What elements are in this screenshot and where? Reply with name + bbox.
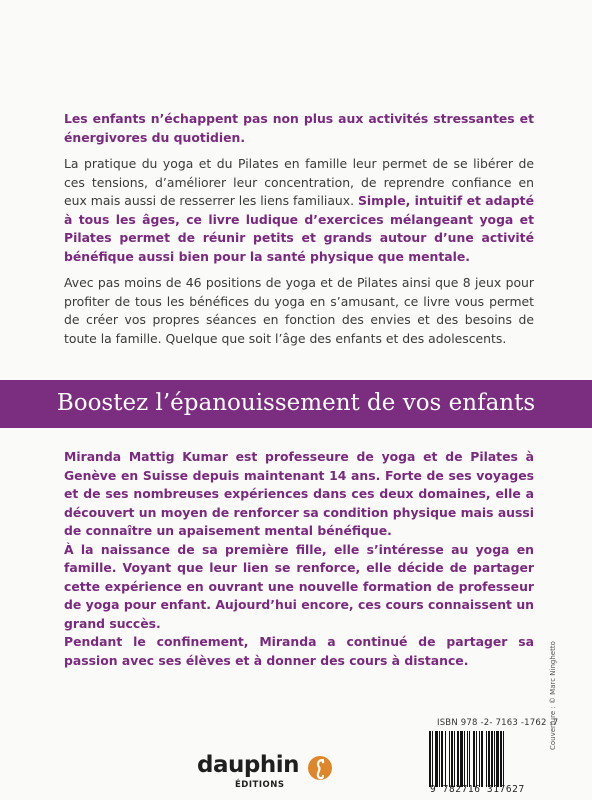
intro-section <box>64 110 534 356</box>
intro-paragraph-3: Avec pas moins de 46 positions de yoga et de Pilates ainsi que 8 jeux pour profiter de tous les bénéfices du yoga en s’amusant, ce livre vous permet de créer vos propres séances en fonction des envies et des besoins de toute la famille. Quelque que soit l’âge des enfants et des adolescents. <box>64 275 534 346</box>
intro-lead: Les enfants n’échappent pas non plus aux activités stressantes et énergivores du quotidien. <box>64 111 534 145</box>
seahorse-icon <box>307 754 333 784</box>
bio-paragraph-2: À la naissance de sa première fille, elle s’intéresse au yoga en famille. Voyant que leur lien se renforce, elle décide de partager cette expérience en ouvrant une nouvelle formation de professeur de yoga pour enfant. Aujourd’hui encore, ces cours connaissent un grand succès. <box>64 541 534 631</box>
intro-p2-regular: La pratique du yoga et du Pilates en famille leur permet de se libérer de ces tensions, d’améliorer leur concentration, de reprendre confiance en eux mais aussi de resserrer les liens familiaux. <box>64 156 534 208</box>
bio-paragraph-3: Pendant le confinement, Miranda a continué de partager sa passion avec ses élèves et à donner des cours à distance. <box>64 634 534 668</box>
intro-paragraph-2 <box>64 155 534 266</box>
publisher-name: dauphin <box>197 752 299 778</box>
isbn-label: ISBN 978 -2- 7163 -1762 -7 <box>437 718 559 728</box>
author-bio <box>64 448 534 670</box>
cover-credit: Couverture : © Marc Ninghetto <box>549 641 557 750</box>
intro-p2-bold: Simple, intuitif et adapté à tous les âges, ce livre ludique d’exercices mélangeant yoga et Pilates permet de réunir petits et grands autour d’une activité bénéfique aussi bien pour la santé physique que mentale. <box>64 193 534 264</box>
barcode-digits: 9 782716 317627 <box>430 784 525 795</box>
barcode-icon <box>427 731 539 787</box>
bio-paragraph-1: Miranda Mattig Kumar est professeure de yoga et de Pilates à Genève en Suisse depuis maintenant 14 ans. Forte de ses voyages et de ses nombreuses expériences dans ces deux domaines, elle a découvert un moyen de renforcer sa condition physique mais aussi de connaître un apaisement mental bénéfique. <box>64 449 534 538</box>
banner-title: Boostez l’épanouissement de vos enfants <box>56 390 536 416</box>
publisher-sub: ÉDITIONS <box>235 780 285 790</box>
publisher-logo <box>197 752 397 796</box>
tagline-banner <box>0 380 592 428</box>
